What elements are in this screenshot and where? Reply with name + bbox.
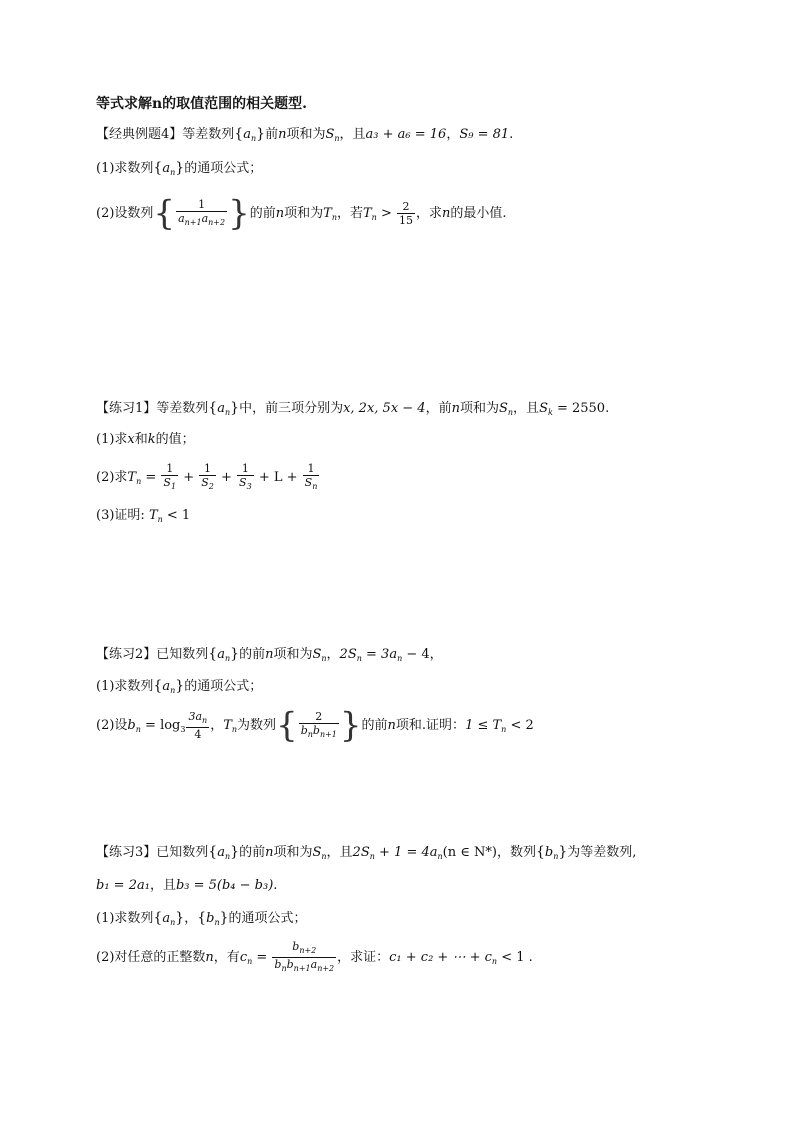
practice2-question-2: (2)设$b_n = \log_3$ $\frac{3a_n}{4}$ ，$T_n$为数列{ $\frac{2}{b_nb_{n+1}}$ }的前n项和.证明：$1 \le T_n < 2$ [96,705,534,746]
practice2-question-1: (1)求数列$\{a_n\}$的通项公式； [96,678,263,695]
example4-statement: 【经典例题4】等差数列$\{a_n\}$前n项和为$S_n$，且a₃ + a₆ = 16，S₉ = 81. [96,126,514,143]
example4-question-1: (1)求数列$\{a_n\}$的通项公式； [96,160,263,177]
section-heading: 等式求解n的取值范围的相关题型. [96,96,308,112]
practice3-question-1: (1)求数列$\{a_n\}$，$\{b_n\}$的通项公式； [96,910,307,927]
practice3-statement: 【练习3】已知数列$\{a_n\}$的前n项和为$S_n$，且$2S_n + 1 = 4a_n(n$ ∈ N*)，数列$\{b_n\}$为等差数列, [96,844,637,861]
fraction: $\frac{1}{a_{n+1}a_{n+2}}$ [178,197,226,227]
practice3-tag: 【练习3】 [96,845,157,860]
fraction: $\frac{2}{15}$ [398,199,413,227]
practice2-tag: 【练习2】 [96,647,157,662]
practice3-question-2: (2)对任意的正整数n，有$c_n$ = $\frac{b_{n+2}}{b_nb_{n+1}a_{n+2}}$ ，求证：c₁ + c₂ + ⋯ + $c_n < 1$ . [96,939,533,973]
practice3-line-2: b₁ = 2a₁，且b₃ = 5(b₄ − b₃). [96,878,278,893]
example4-question-2: (2)设数列{ $\frac{1}{a_{n+1}a_{n+2}}$ }的前n项和为$T_n$，若$T_n$ > $\frac{2}{15}$ ，求n的最小值. [96,193,507,234]
practice1-question-3: (3)证明: $T_n < 1$ [96,508,191,524]
practice1-tag: 【练习1】 [96,401,157,416]
practice1-statement: 【练习1】等差数列$\{a_n\}$中，前三项分别为x, 2x, 5x − 4，前n项和为$S_n$，且$S_k = 2550$. [96,400,610,417]
example4-tag: 【经典例题4】 [96,127,183,142]
practice1-question-1: (1)求x和k的值； [96,432,195,447]
practice2-statement: 【练习2】已知数列$\{a_n\}$的前n项和为$S_n$，$2S_n = 3a_n - 4$， [96,646,443,663]
practice1-question-2: (2)求$T_n$ = $\frac{1}{S_1}$ + $\frac{1}{S_2}$ + $\frac{1}{S_3}$ + L + $\frac{1}{S_n}$ [96,461,318,491]
